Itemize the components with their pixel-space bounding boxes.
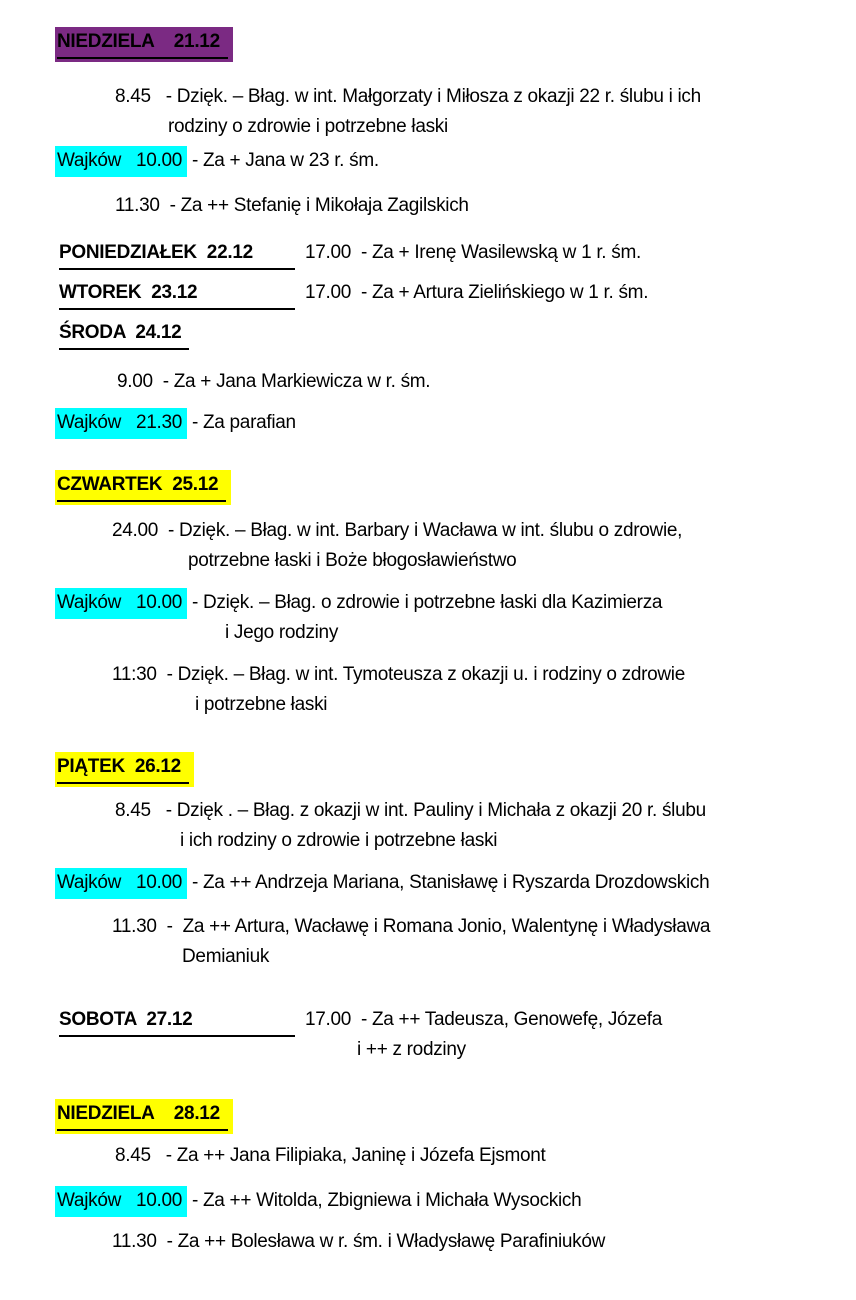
mass-intention-line <box>112 914 710 940</box>
mass-intention-text: 11:30 - Dzięk. – Błag. w int. Tymoteusza z okazji u. i rodziny o zdrowie <box>112 664 685 685</box>
day-header-highlight <box>55 470 231 505</box>
mass-intention-line <box>188 548 516 574</box>
day-header-line <box>55 1099 233 1134</box>
mass-intention-line <box>195 692 327 718</box>
mass-intention-text: i potrzebne łaski <box>195 694 328 715</box>
day-header-line <box>57 318 194 353</box>
mass-intention-text: i ++ z rodziny <box>357 1039 466 1060</box>
mass-intention-line <box>168 114 448 140</box>
mass-intention-text: 9.00 - Za + Jana Markiewicza w r. śm. <box>117 371 431 392</box>
location-time-highlight: Wajków 21.30 <box>55 408 187 439</box>
mass-intention-line <box>115 798 706 824</box>
day-header <box>57 278 300 313</box>
mass-intention-line <box>55 1186 581 1217</box>
mass-intention-line <box>55 146 379 177</box>
day-header-label: CZWARTEK 25.12 <box>57 472 226 502</box>
day-header-label: WTOREK 23.12 <box>59 280 295 310</box>
mass-intention-text: i Jego rodziny <box>225 622 339 643</box>
mass-intention-line <box>55 588 662 619</box>
mass-intention-line <box>225 620 338 646</box>
day-header-line <box>55 752 194 787</box>
mass-intention-text: i ich rodziny o zdrowie i potrzebne łaski <box>180 830 498 851</box>
mass-intention-text: - Za + Jana w 23 r. śm. <box>187 150 379 171</box>
mass-intention-text: 24.00 - Dzięk. – Błag. w int. Barbary i Wacława w int. ślubu o zdrowie, <box>112 520 683 541</box>
mass-intention-line <box>357 1037 466 1063</box>
location-time-highlight: Wajków 10.00 <box>55 588 187 619</box>
mass-intention-line <box>112 518 682 544</box>
day-header-highlight <box>55 1099 233 1134</box>
mass-intention-line <box>112 1229 605 1255</box>
mass-intention-text: 11.30 - Za ++ Artura, Wacławę i Romana Jonio, Walentynę i Władysława <box>112 916 711 937</box>
day-header-highlight <box>55 752 194 787</box>
location-time-highlight: Wajków 10.00 <box>55 146 187 177</box>
day-header-label: PIĄTEK 26.12 <box>57 754 189 784</box>
day-header-highlight <box>55 27 233 62</box>
mass-intention-text: Demianiuk <box>182 946 270 967</box>
mass-intention-text: - Dzięk. – Błag. o zdrowie i potrzebne łaski dla Kazimierza <box>187 592 663 613</box>
day-header-label: NIEDZIELA 28.12 <box>57 1101 228 1131</box>
day-header-label: SOBOTA 27.12 <box>59 1007 295 1037</box>
mass-intention-text: rodziny o zdrowie i potrzebne łaski <box>168 116 448 137</box>
mass-intention-text: - Za parafian <box>187 412 296 433</box>
mass-intention-text: - Za ++ Witolda, Zbigniewa i Michała Wysockich <box>187 1190 582 1211</box>
mass-intention-text: 8.45 - Dzięk . – Błag. z okazji w int. Pauliny i Michała z okazji 20 r. ślubu <box>115 800 706 821</box>
mass-intention-text: - Za ++ Andrzeja Mariana, Stanisławę i Ryszarda Drozdowskich <box>187 872 710 893</box>
day-header-line <box>57 1005 662 1040</box>
mass-intention-line <box>55 868 709 899</box>
mass-intention-inline: 17.00 - Za + Artura Zielińskiego w 1 r. śm. <box>300 282 649 303</box>
mass-intention-line <box>180 828 497 854</box>
day-header-label: PONIEDZIAŁEK 22.12 <box>59 240 295 270</box>
day-header-line <box>57 238 641 273</box>
day-header-label: NIEDZIELA 21.12 <box>57 29 228 59</box>
mass-intention-line <box>182 944 269 970</box>
mass-intention-line <box>115 84 701 110</box>
mass-intention-inline: 17.00 - Za + Irenę Wasilewską w 1 r. śm. <box>300 242 641 263</box>
day-header <box>57 238 300 273</box>
day-header <box>57 318 194 353</box>
mass-intention-text: 11.30 - Za ++ Bolesława w r. śm. i Władysławę Parafiniuków <box>112 1231 606 1252</box>
location-time-highlight: Wajków 10.00 <box>55 1186 187 1217</box>
location-time-highlight: Wajków 10.00 <box>55 868 187 899</box>
mass-intention-line <box>115 1143 546 1169</box>
mass-intention-text: 8.45 - Za ++ Jana Filipiaka, Janinę i Józefa Ejsmont <box>115 1145 546 1166</box>
day-header-label: ŚRODA 24.12 <box>59 320 189 350</box>
day-header <box>57 1005 300 1040</box>
mass-intention-line <box>112 662 685 688</box>
mass-intention-line <box>117 369 430 395</box>
mass-intention-inline: 17.00 - Za ++ Tadeusza, Genowefę, Józefa <box>300 1009 663 1030</box>
mass-intention-text: 8.45 - Dzięk. – Błag. w int. Małgorzaty i Miłosza z okazji 22 r. ślubu i ich <box>115 86 701 107</box>
mass-intention-text: potrzebne łaski i Boże błogosławieństwo <box>188 550 517 571</box>
day-header-line <box>55 470 231 505</box>
mass-intention-text: 11.30 - Za ++ Stefanię i Mikołaja Zagilskich <box>115 195 469 216</box>
day-header-line <box>57 278 648 313</box>
mass-intention-line <box>55 408 296 439</box>
mass-intention-line <box>115 193 469 219</box>
day-header-line <box>55 27 233 62</box>
